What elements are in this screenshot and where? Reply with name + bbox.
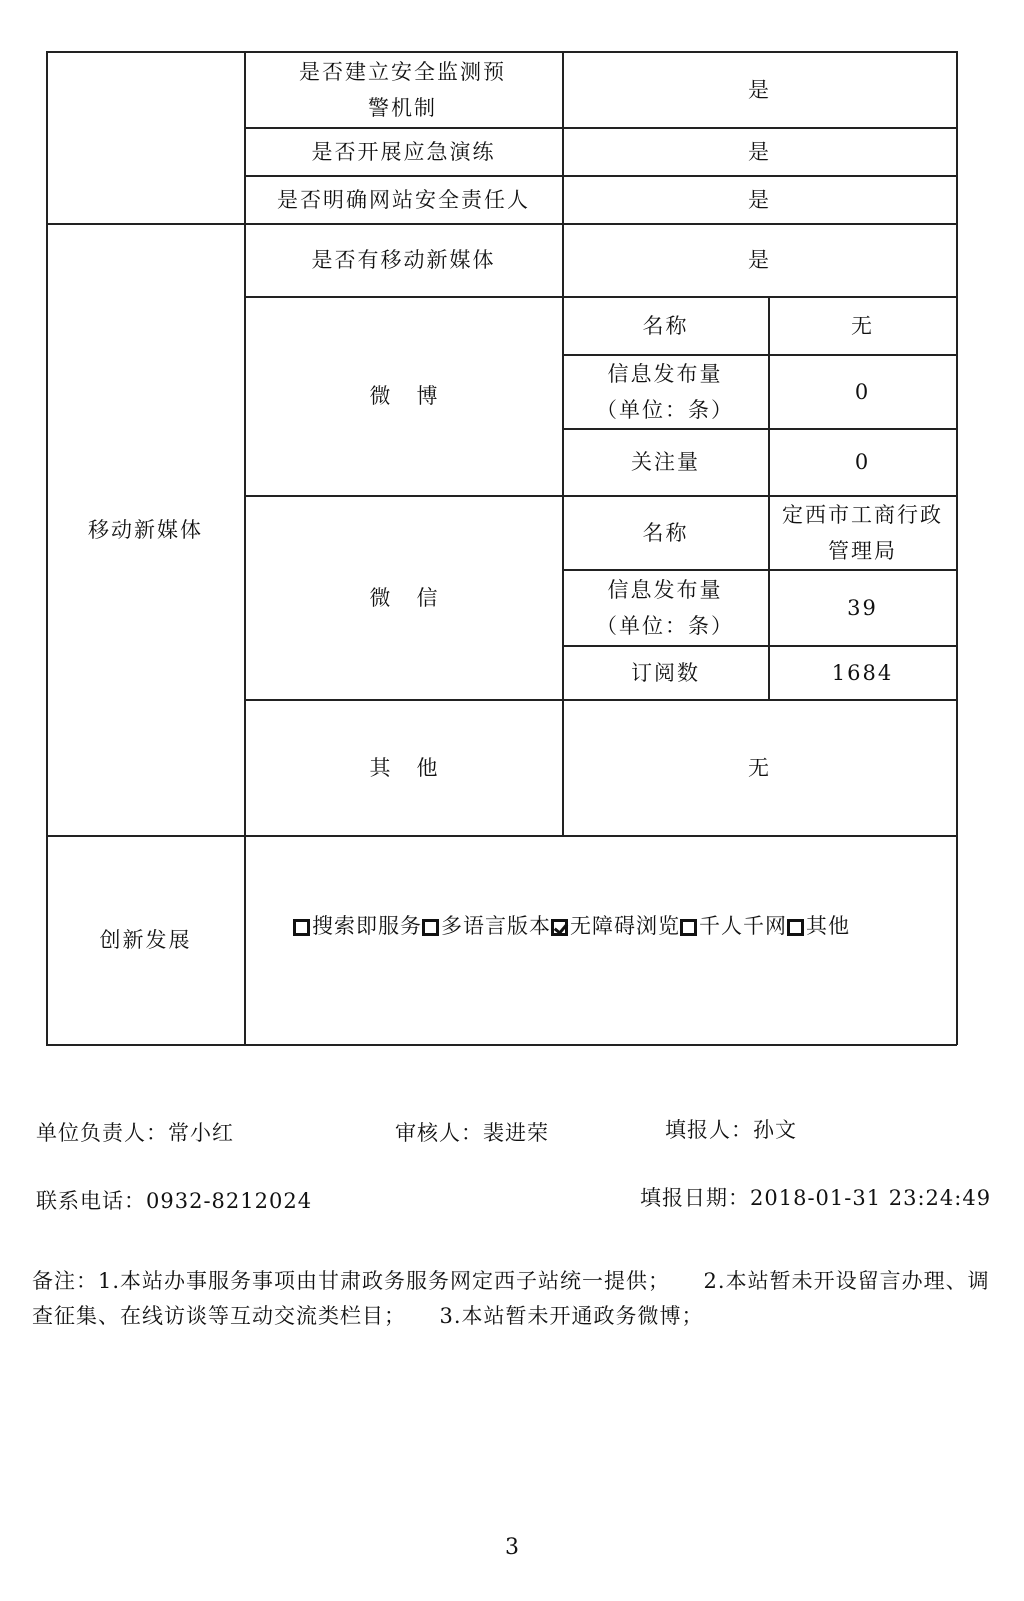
monitoring-label: 是否建立安全监测预警机制 <box>299 59 506 120</box>
checkbox-icon[interactable] <box>680 919 697 936</box>
owner-label: 是否明确网站安全责任人 <box>277 187 530 212</box>
fill-date: 填报日期：2018-01-31 23:24:49 <box>640 1186 992 1210</box>
checkbox-icon[interactable] <box>787 919 804 936</box>
table-border-bottom <box>46 1044 957 1046</box>
innovation-options <box>293 910 850 940</box>
option-accessibility[interactable]: 无障碍浏览 <box>551 914 680 938</box>
other-label: 其他 <box>369 755 464 780</box>
mobile-section-label: 移动新媒体 <box>88 517 203 542</box>
weibo-label: 微博 <box>369 384 464 408</box>
wechat-subs-value: 1684 <box>831 660 894 685</box>
weibo-posts-label: 信息发布量（单位：条） <box>596 361 734 422</box>
table-border-right <box>956 51 958 1045</box>
wechat-subs-label: 订阅数 <box>631 660 700 685</box>
unit-head: 单位负责人：常小红 <box>36 1121 234 1145</box>
checkbox-icon[interactable] <box>293 919 310 936</box>
has-mobile-value: 是 <box>748 248 771 272</box>
other-value: 无 <box>748 755 771 780</box>
weibo-name-value: 无 <box>851 313 874 338</box>
contact-phone: 联系电话：0932-8212024 <box>36 1189 313 1213</box>
owner-value: 是 <box>748 187 771 212</box>
option-search-service[interactable]: 搜索即服务 <box>293 914 422 938</box>
option-multilingual[interactable]: 多语言版本 <box>422 914 551 938</box>
filler: 填报人：孙文 <box>665 1118 797 1142</box>
option-personalized[interactable]: 千人千网 <box>680 914 787 938</box>
option-other[interactable]: 其他 <box>787 914 850 938</box>
wechat-posts-label: 信息发布量（单位：条） <box>596 577 734 638</box>
remarks: 备注：1.本站办事服务事项由甘肃政务服务网定西子站统一提供； 2.本站暂未开设留言办理、调查征集、在线访谈等互动交流类栏目； 3.本站暂未开通政务微博； <box>32 1269 990 1328</box>
drill-value: 是 <box>748 139 771 164</box>
weibo-followers-value: 0 <box>854 450 871 474</box>
wechat-posts-value: 39 <box>847 595 878 620</box>
drill-label: 是否开展应急演练 <box>311 139 496 164</box>
has-mobile-label: 是否有移动新媒体 <box>311 248 496 272</box>
weibo-followers-label: 关注量 <box>631 450 700 474</box>
checkbox-icon[interactable] <box>422 919 439 936</box>
weibo-name-label: 名称 <box>642 313 689 338</box>
checked-checkbox-icon[interactable] <box>551 919 568 936</box>
wechat-label: 微信 <box>369 585 464 610</box>
innovation-section-label: 创新发展 <box>99 928 192 952</box>
reviewer: 审核人：裴进荣 <box>395 1121 549 1145</box>
wechat-name-label: 名称 <box>642 520 689 545</box>
wechat-name-value: 定西市工商行政管理局 <box>782 502 943 563</box>
weibo-posts-value: 0 <box>854 379 871 404</box>
page-number: 3 <box>505 1535 519 1560</box>
monitoring-value: 是 <box>748 77 771 102</box>
